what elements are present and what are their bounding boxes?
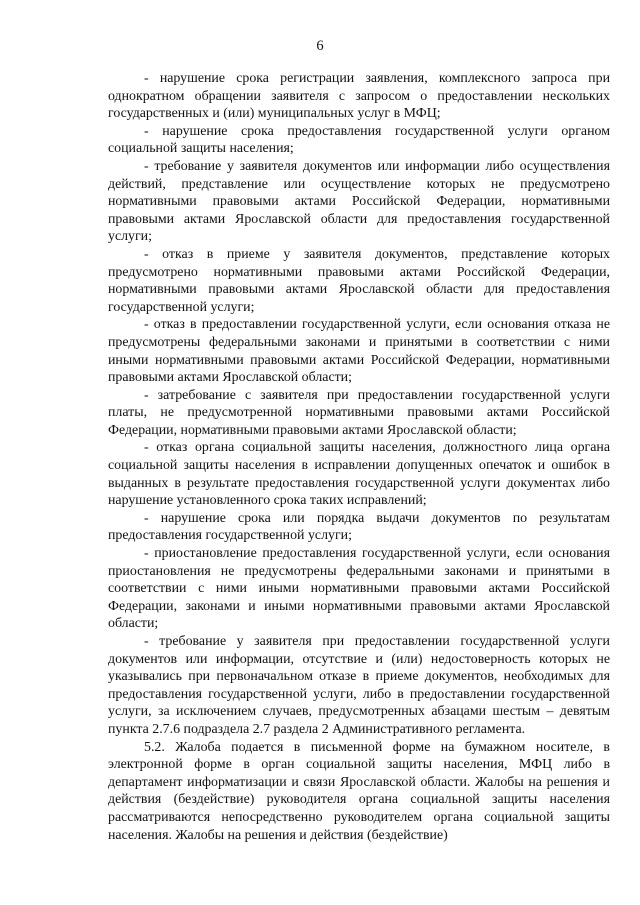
paragraph-issuance-order: - нарушение срока или порядка выдачи документов по результатам предоставления государственной услуги; (108, 510, 610, 544)
paragraph-refusal-acceptance: - отказ в приеме у заявителя документов, представление которых предусмотрено нормативными правовыми актами Российской Федерации, нормативными правовыми актами Ярославской области для предоставления государственной услуги; (108, 246, 610, 315)
paragraph-excess-documents: - требование у заявителя документов или информации либо осуществления действий, представление или осуществление которых не предусмотрено нормативными правовыми актами Российской Федерации, нормативными правовыми актами Ярославской области для предоставления государственной услуги; (108, 158, 610, 245)
paragraph-refusal-service: - отказ в предоставлении государственной услуги, если основания отказа не предусмотрены федеральными законами и принятыми в соответствии с ними иными нормативными правовыми актами Российской Федерации, нормативными правовыми актами Ярославской области; (108, 317, 610, 386)
page-number: 6 (316, 38, 324, 54)
paragraph-registration-deadline: - нарушение срока регистрации заявления, комплексного запроса при однократном обращении заявителя с запросом о предоставлении нескольких государственных и (или) муниципальных услуг в МФЦ; (108, 71, 610, 122)
paragraph-service-deadline: - нарушение срока предоставления государственной услуги органом социальной защиты населения; (108, 123, 610, 157)
paragraph-section-5-2: 5.2. Жалоба подается в письменной форме на бумажном носителе, в электронной форме в орган социальной защиты населения, МФЦ либо в департамент информатизации и связи Ярославской области. Жалобы на решения и действия (бездействие) руководителя органа социальной защиты населения рассматриваются непосредственно руководителем органа социальной защиты населения. Жалобы на решения и действия (бездействие) (108, 739, 610, 843)
paragraph-typo-correction: - отказ органа социальной защиты населения, должностного лица органа социальной защиты населения в исправлении допущенных опечаток и ошибок в выданных в результате предоставления государственной услуги документах либо нарушение установленного срока таких исправлений; (108, 440, 610, 509)
paragraph-suspension: - приостановление предоставления государственной услуги, если основания приостановления не предусмотрены федеральными законами и принятыми в соответствии с ними иными нормативными правовыми актами Российской Федерации, законами и иными нормативными правовыми актами Ярославской области; (108, 546, 610, 632)
paragraph-fee-demand: - затребование с заявителя при предоставлении государственной услуги платы, не предусмотренной нормативными правовыми актами Российской Федерации, нормативными правовыми актами Ярославской области; (108, 387, 610, 438)
paragraph-missing-info: - требование у заявителя при предоставлении государственной услуги документов или информации, отсутствие и (или) недостоверность которых не указывались при первоначальном отказе в приеме документов, необходимых для предоставления государственной услуги, либо в предоставлении государственной услуги, за исключением случаев, предусмотренных абзацами шестым – девятым пункта 2.7.6 подраздела 2.7 раздела 2 Административного регламента. (108, 634, 610, 737)
document-body (108, 70, 610, 844)
